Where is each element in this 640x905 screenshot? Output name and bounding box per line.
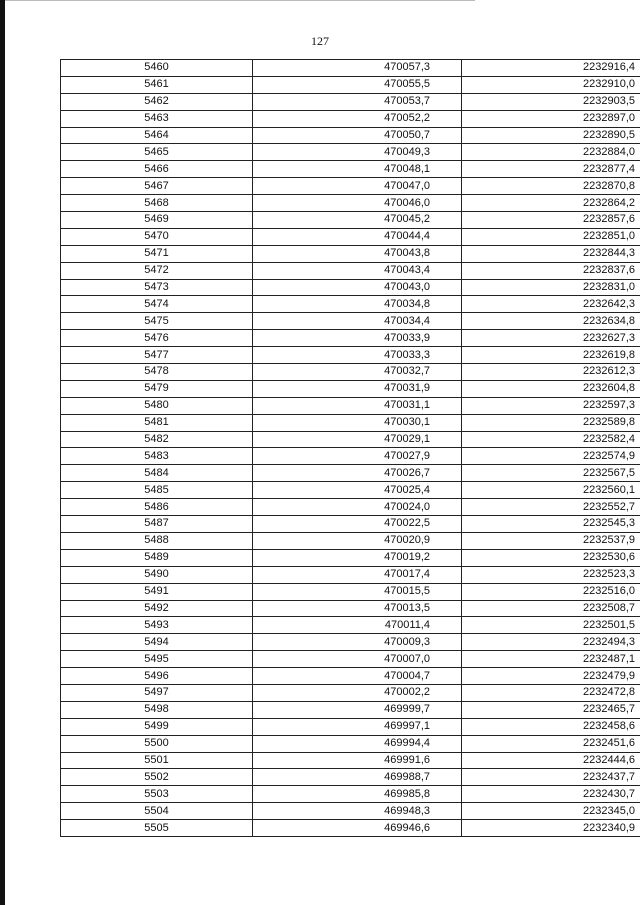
x-coordinate-cell: 470020,9 <box>253 532 462 549</box>
x-coordinate-cell: 470046,0 <box>253 195 462 212</box>
point-number-cell: 5479 <box>61 380 253 397</box>
y-coordinate-cell: 2232537,9 <box>462 532 640 549</box>
point-number-cell: 5493 <box>61 617 253 634</box>
y-coordinate-cell: 2232487,1 <box>462 651 640 668</box>
table-row <box>61 769 640 786</box>
point-number-cell: 5491 <box>61 583 253 600</box>
y-coordinate-cell: 2232589,8 <box>462 414 640 431</box>
y-coordinate-cell: 2232884,0 <box>462 144 640 161</box>
table-row <box>61 668 640 685</box>
point-number-cell: 5496 <box>61 668 253 685</box>
x-coordinate-cell: 469985,8 <box>253 786 462 803</box>
y-coordinate-cell: 2232844,3 <box>462 245 640 262</box>
x-coordinate-cell: 470026,7 <box>253 465 462 482</box>
point-number-cell: 5489 <box>61 549 253 566</box>
y-coordinate-cell: 2232634,8 <box>462 313 640 330</box>
x-coordinate-cell: 469988,7 <box>253 769 462 786</box>
y-coordinate-cell: 2232864,2 <box>462 195 640 212</box>
table-row <box>61 701 640 718</box>
x-coordinate-cell: 470031,9 <box>253 380 462 397</box>
x-coordinate-cell: 470024,0 <box>253 499 462 516</box>
y-coordinate-cell: 2232851,0 <box>462 228 640 245</box>
y-coordinate-cell: 2232472,8 <box>462 684 640 701</box>
point-number-cell: 5482 <box>61 431 253 448</box>
x-coordinate-cell: 469991,6 <box>253 752 462 769</box>
y-coordinate-cell: 2232627,3 <box>462 330 640 347</box>
point-number-cell: 5484 <box>61 465 253 482</box>
y-coordinate-cell: 2232597,3 <box>462 397 640 414</box>
x-coordinate-cell: 470047,0 <box>253 178 462 195</box>
x-coordinate-cell: 470007,0 <box>253 651 462 668</box>
point-number-cell: 5488 <box>61 532 253 549</box>
point-number-cell: 5502 <box>61 769 253 786</box>
point-number-cell: 5487 <box>61 516 253 533</box>
point-number-cell: 5478 <box>61 364 253 381</box>
y-coordinate-cell: 2232340,9 <box>462 820 640 837</box>
table-row <box>61 465 640 482</box>
point-number-cell: 5500 <box>61 735 253 752</box>
y-coordinate-cell: 2232508,7 <box>462 600 640 617</box>
x-coordinate-cell: 470045,2 <box>253 212 462 229</box>
point-number-cell: 5477 <box>61 347 253 364</box>
table-row <box>61 279 640 296</box>
table-row <box>61 786 640 803</box>
y-coordinate-cell: 2232567,5 <box>462 465 640 482</box>
point-number-cell: 5504 <box>61 803 253 820</box>
x-coordinate-cell: 470043,0 <box>253 279 462 296</box>
y-coordinate-cell: 2232910,0 <box>462 76 640 93</box>
y-coordinate-cell: 2232545,3 <box>462 516 640 533</box>
x-coordinate-cell: 470043,8 <box>253 245 462 262</box>
x-coordinate-cell: 470044,4 <box>253 228 462 245</box>
point-number-cell: 5472 <box>61 262 253 279</box>
point-number-cell: 5473 <box>61 279 253 296</box>
table-row <box>61 127 640 144</box>
table-row <box>61 532 640 549</box>
x-coordinate-cell: 470013,5 <box>253 600 462 617</box>
y-coordinate-cell: 2232451,6 <box>462 735 640 752</box>
y-coordinate-cell: 2232877,4 <box>462 161 640 178</box>
y-coordinate-cell: 2232501,5 <box>462 617 640 634</box>
x-coordinate-cell: 470034,4 <box>253 313 462 330</box>
y-coordinate-cell: 2232903,5 <box>462 93 640 110</box>
x-coordinate-cell: 470055,5 <box>253 76 462 93</box>
point-number-cell: 5490 <box>61 566 253 583</box>
y-coordinate-cell: 2232890,5 <box>462 127 640 144</box>
x-coordinate-cell: 470022,5 <box>253 516 462 533</box>
y-coordinate-cell: 2232560,1 <box>462 482 640 499</box>
point-number-cell: 5460 <box>61 60 253 77</box>
point-number-cell: 5494 <box>61 634 253 651</box>
table-row <box>61 296 640 313</box>
table-row <box>61 364 640 381</box>
point-number-cell: 5497 <box>61 684 253 701</box>
point-number-cell: 5503 <box>61 786 253 803</box>
point-number-cell: 5495 <box>61 651 253 668</box>
table-row <box>61 212 640 229</box>
point-number-cell: 5486 <box>61 499 253 516</box>
table-row <box>61 752 640 769</box>
point-number-cell: 5498 <box>61 701 253 718</box>
y-coordinate-cell: 2232916,4 <box>462 60 640 77</box>
point-number-cell: 5474 <box>61 296 253 313</box>
y-coordinate-cell: 2232458,6 <box>462 718 640 735</box>
x-coordinate-cell: 470029,1 <box>253 431 462 448</box>
table-row <box>61 651 640 668</box>
table-row <box>61 178 640 195</box>
point-number-cell: 5480 <box>61 397 253 414</box>
table-row <box>61 566 640 583</box>
x-coordinate-cell: 470030,1 <box>253 414 462 431</box>
x-coordinate-cell: 470033,9 <box>253 330 462 347</box>
x-coordinate-cell: 469948,3 <box>253 803 462 820</box>
table-row <box>61 549 640 566</box>
page-number: 127 <box>311 34 329 48</box>
point-number-cell: 5492 <box>61 600 253 617</box>
x-coordinate-cell: 469994,4 <box>253 735 462 752</box>
table-row <box>61 262 640 279</box>
table-row <box>61 76 640 93</box>
table-row <box>61 397 640 414</box>
table-row <box>61 110 640 127</box>
point-number-cell: 5471 <box>61 245 253 262</box>
table-row <box>61 228 640 245</box>
point-number-cell: 5505 <box>61 820 253 837</box>
y-coordinate-cell: 2232574,9 <box>462 448 640 465</box>
y-coordinate-cell: 2232612,3 <box>462 364 640 381</box>
table-row <box>61 380 640 397</box>
table-row <box>61 803 640 820</box>
x-coordinate-cell: 470002,2 <box>253 684 462 701</box>
table-row <box>61 414 640 431</box>
table-row <box>61 245 640 262</box>
point-number-cell: 5467 <box>61 178 253 195</box>
point-number-cell: 5464 <box>61 127 253 144</box>
y-coordinate-cell: 2232897,0 <box>462 110 640 127</box>
table-row <box>61 431 640 448</box>
x-coordinate-cell: 470004,7 <box>253 668 462 685</box>
y-coordinate-cell: 2232857,6 <box>462 212 640 229</box>
y-coordinate-cell: 2232619,8 <box>462 347 640 364</box>
table-row <box>61 634 640 651</box>
x-coordinate-cell: 470050,7 <box>253 127 462 144</box>
table-row <box>61 195 640 212</box>
x-coordinate-cell: 470049,3 <box>253 144 462 161</box>
y-coordinate-cell: 2232437,7 <box>462 769 640 786</box>
y-coordinate-cell: 2232642,3 <box>462 296 640 313</box>
table-row <box>61 735 640 752</box>
y-coordinate-cell: 2232516,0 <box>462 583 640 600</box>
x-coordinate-cell: 469997,1 <box>253 718 462 735</box>
scan-top-rule <box>5 0 475 1</box>
y-coordinate-cell: 2232837,6 <box>462 262 640 279</box>
y-coordinate-cell: 2232530,6 <box>462 549 640 566</box>
y-coordinate-cell: 2232582,4 <box>462 431 640 448</box>
table-row <box>61 93 640 110</box>
y-coordinate-cell: 2232831,0 <box>462 279 640 296</box>
point-number-cell: 5462 <box>61 93 253 110</box>
table-row <box>61 600 640 617</box>
x-coordinate-cell: 470033,3 <box>253 347 462 364</box>
point-number-cell: 5501 <box>61 752 253 769</box>
x-coordinate-cell: 470027,9 <box>253 448 462 465</box>
x-coordinate-cell: 470031,1 <box>253 397 462 414</box>
y-coordinate-cell: 2232465,7 <box>462 701 640 718</box>
table-row <box>61 448 640 465</box>
x-coordinate-cell: 470052,2 <box>253 110 462 127</box>
x-coordinate-cell: 470011,4 <box>253 617 462 634</box>
coordinates-table <box>60 59 640 837</box>
point-number-cell: 5481 <box>61 414 253 431</box>
x-coordinate-cell: 470034,8 <box>253 296 462 313</box>
table-row <box>61 144 640 161</box>
table-row <box>61 820 640 837</box>
y-coordinate-cell: 2232604,8 <box>462 380 640 397</box>
table-row <box>61 313 640 330</box>
x-coordinate-cell: 470017,4 <box>253 566 462 583</box>
point-number-cell: 5461 <box>61 76 253 93</box>
table-row <box>61 347 640 364</box>
point-number-cell: 5463 <box>61 110 253 127</box>
y-coordinate-cell: 2232552,7 <box>462 499 640 516</box>
x-coordinate-cell: 470043,4 <box>253 262 462 279</box>
table-row <box>61 583 640 600</box>
x-coordinate-cell: 470009,3 <box>253 634 462 651</box>
point-number-cell: 5469 <box>61 212 253 229</box>
y-coordinate-cell: 2232444,6 <box>462 752 640 769</box>
table-row <box>61 161 640 178</box>
table-row <box>61 482 640 499</box>
y-coordinate-cell: 2232430,7 <box>462 786 640 803</box>
table-row <box>61 516 640 533</box>
point-number-cell: 5483 <box>61 448 253 465</box>
coordinates-table-body <box>61 60 640 837</box>
point-number-cell: 5466 <box>61 161 253 178</box>
x-coordinate-cell: 470048,1 <box>253 161 462 178</box>
x-coordinate-cell: 470032,7 <box>253 364 462 381</box>
x-coordinate-cell: 469946,6 <box>253 820 462 837</box>
y-coordinate-cell: 2232494,3 <box>462 634 640 651</box>
point-number-cell: 5465 <box>61 144 253 161</box>
x-coordinate-cell: 470025,4 <box>253 482 462 499</box>
y-coordinate-cell: 2232523,3 <box>462 566 640 583</box>
point-number-cell: 5470 <box>61 228 253 245</box>
y-coordinate-cell: 2232345,0 <box>462 803 640 820</box>
table-row <box>61 718 640 735</box>
x-coordinate-cell: 469999,7 <box>253 701 462 718</box>
point-number-cell: 5475 <box>61 313 253 330</box>
table-row <box>61 684 640 701</box>
point-number-cell: 5485 <box>61 482 253 499</box>
point-number-cell: 5499 <box>61 718 253 735</box>
scan-left-edge <box>0 0 5 905</box>
x-coordinate-cell: 470015,5 <box>253 583 462 600</box>
x-coordinate-cell: 470019,2 <box>253 549 462 566</box>
point-number-cell: 5476 <box>61 330 253 347</box>
table-row <box>61 330 640 347</box>
table-row <box>61 617 640 634</box>
y-coordinate-cell: 2232479,9 <box>462 668 640 685</box>
y-coordinate-cell: 2232870,8 <box>462 178 640 195</box>
x-coordinate-cell: 470057,3 <box>253 60 462 77</box>
point-number-cell: 5468 <box>61 195 253 212</box>
table-row <box>61 499 640 516</box>
table-row <box>61 60 640 77</box>
x-coordinate-cell: 470053,7 <box>253 93 462 110</box>
